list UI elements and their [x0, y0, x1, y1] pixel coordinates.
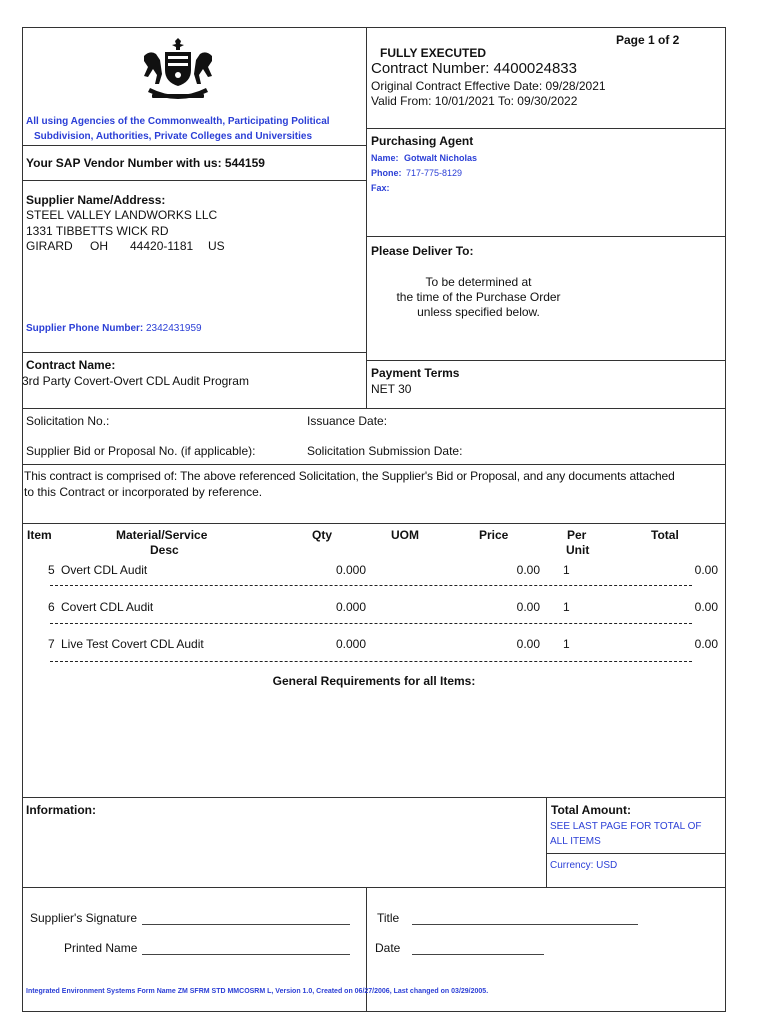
page-indicator: Page 1 of 2	[616, 33, 680, 47]
vendor-bottom-line	[22, 180, 367, 181]
supplier-name: STEEL VALLEY LANDWORKS LLC	[26, 208, 218, 222]
col-desc-2: Desc	[150, 543, 179, 557]
supplier-signature-label: Supplier's Signature	[30, 911, 138, 925]
deliver-label: Please Deliver To:	[371, 244, 474, 258]
deliver-top-line	[366, 236, 726, 237]
col-total: Total	[651, 528, 679, 542]
frame-left	[22, 27, 23, 1012]
info-top-line	[22, 797, 726, 798]
row-2-total: 0.00	[694, 600, 718, 614]
original-effective-date: Original Contract Effective Date: 09/28/2021	[371, 79, 606, 93]
row-1-price: 0.00	[516, 563, 540, 577]
row-2-item: 6	[48, 600, 55, 614]
row-3-total: 0.00	[694, 637, 718, 651]
col-per-2: Unit	[566, 543, 590, 557]
supplier-street: 1331 TIBBETTS WICK RD	[26, 224, 169, 238]
supplier-bid-no: Supplier Bid or Proposal No. (if applicable):	[26, 444, 256, 458]
supplier-signature-line[interactable]	[142, 924, 350, 925]
col-price: Price	[479, 528, 509, 542]
total-note-1: SEE LAST PAGE FOR TOTAL OF	[550, 821, 702, 832]
agent-name: Gotwalt Nicholas	[404, 153, 478, 163]
supplier-state: OH	[90, 239, 108, 253]
comprised-line-2: to this Contract or incorporated by reference.	[24, 485, 263, 499]
submission-date: Solicitation Submission Date:	[307, 444, 463, 458]
vendor-top-line	[22, 145, 367, 146]
col-qty: Qty	[312, 528, 333, 542]
agent-top-line	[366, 128, 726, 129]
items-top-line	[22, 523, 726, 524]
issuance-date: Issuance Date:	[307, 414, 388, 428]
footer-form-info: Integrated Environment Systems Form Name ZM SFRM STD MMCOSRM L, Version 1.0, Created on 06/27/2006, Last changed on 03/29/2005.	[26, 988, 489, 995]
deliver-line-1: To be determined at	[425, 275, 532, 289]
row-2-desc: Covert CDL Audit	[61, 600, 154, 614]
currency: Currency: USD	[550, 860, 618, 871]
total-amount-label: Total Amount:	[551, 803, 631, 817]
supplier-city: GIRARD	[26, 239, 73, 253]
agent-fax-label: Fax:	[371, 183, 390, 193]
payment-terms-value: NET 30	[371, 382, 412, 396]
row-2-per: 1	[563, 600, 570, 614]
header-divider	[366, 27, 367, 408]
row-1-qty: 0.000	[336, 563, 367, 577]
row-3-per: 1	[563, 637, 570, 651]
commonwealth-seal	[138, 36, 218, 102]
general-requirements: General Requirements for all Items:	[272, 674, 476, 688]
solicitation-no: Solicitation No.:	[26, 414, 110, 428]
contract-bottom-line	[22, 408, 726, 409]
supplier-label: Supplier Name/Address:	[26, 193, 166, 207]
col-per-1: Per	[567, 528, 587, 542]
row-1-item: 5	[48, 563, 55, 577]
title-line[interactable]	[412, 924, 638, 925]
printed-name-label: Printed Name	[64, 941, 138, 955]
status-fully-executed: FULLY EXECUTED	[380, 46, 487, 60]
frame-right	[725, 27, 726, 1012]
row-3-item: 7	[48, 637, 55, 651]
payment-terms-label: Payment Terms	[371, 366, 460, 380]
row-1-separator	[50, 585, 692, 586]
agent-phone: 717-775-8129	[406, 168, 463, 178]
row-1-total: 0.00	[694, 563, 718, 577]
row-3-price: 0.00	[516, 637, 540, 651]
agent-name-label: Name:	[371, 153, 399, 163]
col-uom: UOM	[391, 528, 419, 542]
col-item: Item	[27, 528, 52, 542]
col-desc-1: Material/Service	[116, 528, 208, 542]
currency-line	[546, 853, 726, 854]
row-3-separator	[50, 661, 692, 662]
agent-phone-label: Phone:	[371, 168, 402, 178]
totals-divider	[546, 797, 547, 888]
printed-name-line[interactable]	[142, 954, 350, 955]
valid-dates: Valid From: 10/01/2021 To: 09/30/2022	[371, 94, 578, 108]
contract-name: 3rd Party Covert-Overt CDL Audit Program	[22, 374, 249, 388]
comprised-top-line	[22, 464, 726, 465]
row-2-price: 0.00	[516, 600, 540, 614]
total-note-2: ALL ITEMS	[550, 836, 601, 847]
sig-top-line	[22, 887, 726, 888]
row-3-qty: 0.000	[336, 637, 367, 651]
title-label: Title	[377, 911, 400, 925]
information-label: Information:	[26, 803, 96, 817]
payment-top-line	[366, 360, 726, 361]
supplier-phone-label: Supplier Phone Number:	[26, 323, 144, 334]
sap-vendor-number: Your SAP Vendor Number with us: 544159	[26, 156, 265, 170]
agencies-line-2: Subdivision, Authorities, Private Colleges and Universities	[34, 131, 313, 142]
supplier-zip: 44420-1181	[130, 239, 194, 253]
deliver-line-2: the time of the Purchase Order	[396, 290, 561, 304]
comprised-line-1: This contract is comprised of: The above referenced Solicitation, the Supplier's Bid or Proposal, and any documents attached	[24, 469, 675, 483]
supplier-phone: 2342431959	[146, 323, 202, 334]
agencies-line-1: All using Agencies of the Commonwealth, Participating Political	[26, 116, 330, 127]
row-1-desc: Overt CDL Audit	[61, 563, 148, 577]
frame-top	[22, 27, 726, 28]
frame-bottom	[22, 1011, 726, 1012]
row-3-desc: Live Test Covert CDL Audit	[61, 637, 204, 651]
row-2-qty: 0.000	[336, 600, 367, 614]
date-line[interactable]	[412, 954, 544, 955]
supplier-country: US	[208, 239, 225, 253]
supplier-bottom-line	[22, 352, 367, 353]
deliver-line-3: unless specified below.	[417, 305, 540, 319]
row-1-per: 1	[563, 563, 570, 577]
contract-number: Contract Number: 4400024833	[371, 60, 577, 77]
date-label: Date	[375, 941, 401, 955]
row-2-separator	[50, 623, 692, 624]
purchasing-agent-label: Purchasing Agent	[371, 134, 474, 148]
contract-name-label: Contract Name:	[26, 358, 116, 372]
